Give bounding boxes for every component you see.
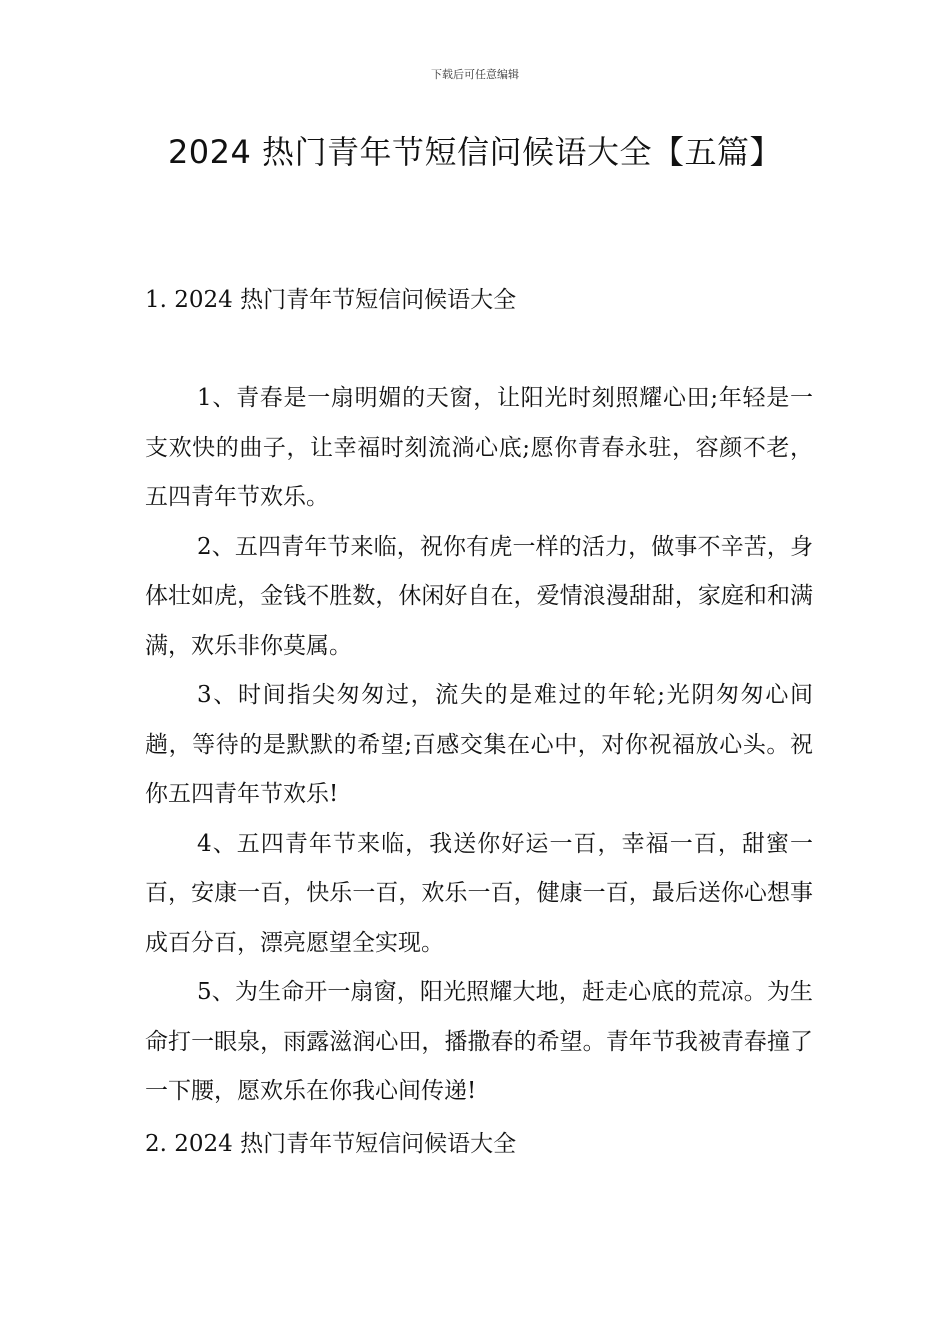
document-title: 2024 热门青年节短信问候语大全【五篇】	[167, 133, 783, 171]
section-heading-2: 2. 2024 热门青年节短信问候语大全	[145, 1131, 517, 1157]
section-heading-1: 1. 2024 热门青年节短信问候语大全	[145, 287, 517, 313]
page-header-note: 下载后可任意编辑	[431, 68, 519, 81]
greeting-item-5: 5、为生命开一扇窗，阳光照耀大地，赶走心底的荒凉。为生命打一眼泉，雨露滋润心田，播撒春的希望。青年节我被青春撞了一下腰，愿欢乐在你我心间传递!	[145, 979, 813, 1104]
greeting-item-3: 3、时间指尖匆匆过，流失的是难过的年轮;光阴匆匆心间趟，等待的是默默的希望;百感交集在心中，对你祝福放心头。祝你五四青年节欢乐!	[145, 682, 813, 807]
greeting-item-2: 2、五四青年节来临，祝你有虎一样的活力，做事不辛苦，身体壮如虎，金钱不胜数，休闲好自在，爱情浪漫甜甜，家庭和和满满，欢乐非你莫属。	[145, 533, 813, 659]
greeting-item-1: 1、青春是一扇明媚的天窗，让阳光时刻照耀心田;年轻是一支欢快的曲子，让幸福时刻流淌心底;愿你青春永驻，容颜不老，五四青年节欢乐。	[145, 385, 813, 510]
greeting-item-4: 4、五四青年节来临，我送你好运一百，幸福一百，甜蜜一百，安康一百，快乐一百，欢乐一百，健康一百，最后送你心想事成百分百，漂亮愿望全实现。	[145, 830, 813, 956]
greeting-list	[145, 374, 813, 1117]
